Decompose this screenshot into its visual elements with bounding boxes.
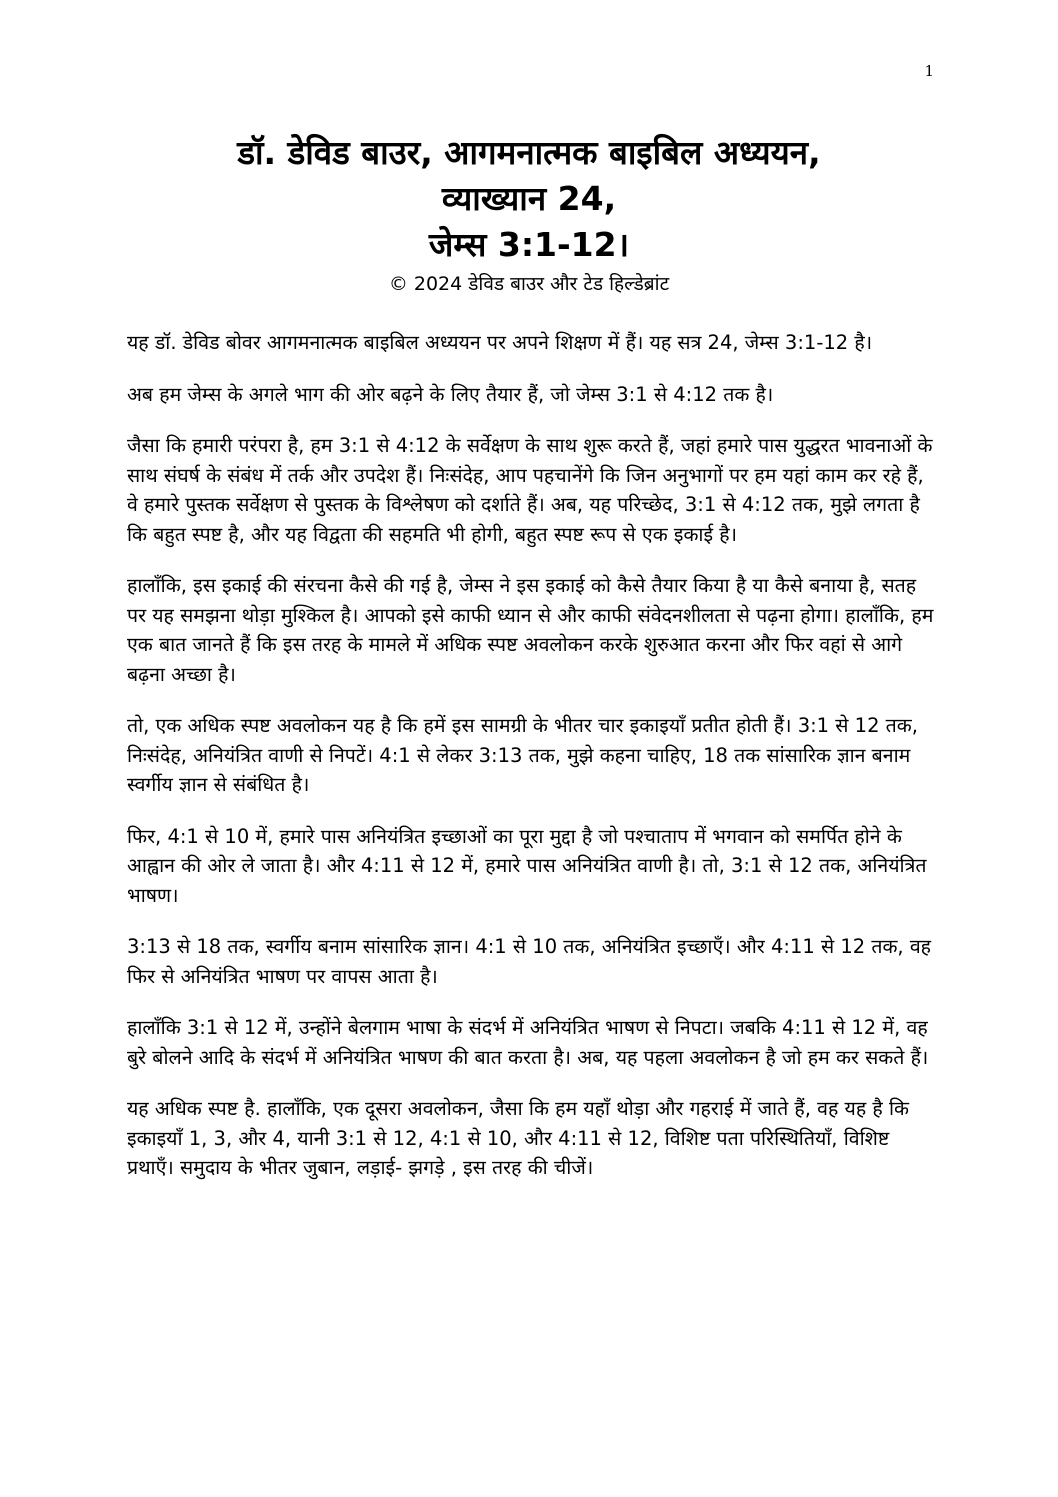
title-line-3: जेम्स 3:1-12।: [428, 225, 630, 264]
paragraph: हालाँकि 3:1 से 12 में, उन्होंने बेलगाम भाषा के संदर्भ में अनियंत्रित भाषण से निपटा। जबकि 4:11 से 12 में, वह बुरे बोलने आदि के संदर्भ में अनियंत्रित भाषण की बात करता है। अब, यह पहला अवलोकन है जो हम कर सकते हैं।: [127, 1016, 929, 1069]
paragraph: यह डॉ. डेविड बोवर आगमनात्मक बाइबिल अध्ययन पर अपने शिक्षण में हैं। यह सत्र 24, जेम्स 3:1-12 है।: [127, 331, 873, 354]
title-line-1: डॉ. डेविड बाउर, आगमनात्मक बाइबिल अध्ययन,: [237, 133, 821, 172]
page-number: 1: [924, 62, 934, 80]
transcript-body: [127, 328, 935, 1205]
page-title: [0, 0, 1058, 268]
paragraph: फिर, 4:1 से 10 में, हमारे पास अनियंत्रित इच्छाओं का पूरा मुद्दा है जो पश्चाताप में भगवान को समर्पित होने के आह्वान की ओर ले जाता है। और 4:11 से 12 में, हमारे पास अनियंत्रित वाणी है। तो, 3:1 से 12 तक, अनियंत्रित भाषण।: [127, 824, 927, 907]
paragraph: हालाँकि, इस इकाई की संरचना कैसे की गई है, जेम्स ने इस इकाई को कैसे तैयार किया है या कैसे बनाया है, सतह पर यह समझना थोड़ा मुश्किल है। आपको इसे काफी ध्यान से और काफी संवेदनशीलता से पढ़ना होगा। हालाँकि, हम एक बात जानते हैं कि इस तरह के मामले में अधिक स्पष्ट अवलोकन करके शुरुआत करना और फिर वहां से आगे बढ़ना अच्छा है।: [127, 574, 934, 686]
paragraph: 3:13 से 18 तक, स्वर्गीय बनाम सांसारिक ज्ञान। 4:1 से 10 तक, अनियंत्रित इच्छाएँ। और 4:11 से 12 तक, वह फिर से अनियंत्रित भाषण पर वापस आता है।: [127, 935, 932, 988]
copyright-line: © 2024 डेविड बाउर और टेड हिल्डेब्रांट: [388, 273, 670, 295]
paragraph: यह अधिक स्पष्ट है. हालाँकि, एक दूसरा अवलोकन, जैसा कि हम यहाँ थोड़ा और गहराई में जाते हैं, वह यह है कि इकाइयाँ 1, 3, और 4, यानी 3:1 से 12, 4:1 से 10, और 4:11 से 12, विशिष्ट पता परिस्थितियाँ, विशिष्ट प्रथाएँ। समुदाय के भीतर जुबान, लड़ाई- झगड़े , इस तरह की चीजें।: [127, 1097, 909, 1179]
paragraph: अब हम जेम्स के अगले भाग की ओर बढ़ने के लिए तैयार हैं, जो जेम्स 3:1 से 4:12 तक है।: [127, 382, 774, 406]
title-line-2: व्याख्यान 24,: [441, 179, 617, 218]
paragraph: तो, एक अधिक स्पष्ट अवलोकन यह है कि हमें इस सामग्री के भीतर चार इकाइयाँ प्रतीत होती हैं। 3:1 से 12 तक, निःसंदेह, अनियंत्रित वाणी से निपटें। 4:1 से लेकर 3:13 तक, मुझे कहना चाहिए, 18 तक सांसारिक ज्ञान बनाम स्वर्गीय ज्ञान से संबंधित है।: [127, 714, 918, 796]
paragraph: जैसा कि हमारी परंपरा है, हम 3:1 से 4:12 के सर्वेक्षण के साथ शुरू करते हैं, जहां हमारे पास युद्धरत भावनाओं के साथ संघर्ष के संबंध में तर्क और उपदेश हैं। निःसंदेह, आप पहचानेंगे कि जिन अनुभागों पर हम यहां काम कर रहे हैं, वे हमारे पुस्तक सर्वेक्षण से पुस्तक के विश्लेषण को दर्शाते हैं। अब, यह परिच्छेद, 3:1 से 4:12 तक, मुझे लगता है कि बहुत स्पष्ट है, और यह विद्वता की सहमति भी होगी, बहुत स्पष्ट रूप से एक इकाई है।: [127, 434, 933, 546]
